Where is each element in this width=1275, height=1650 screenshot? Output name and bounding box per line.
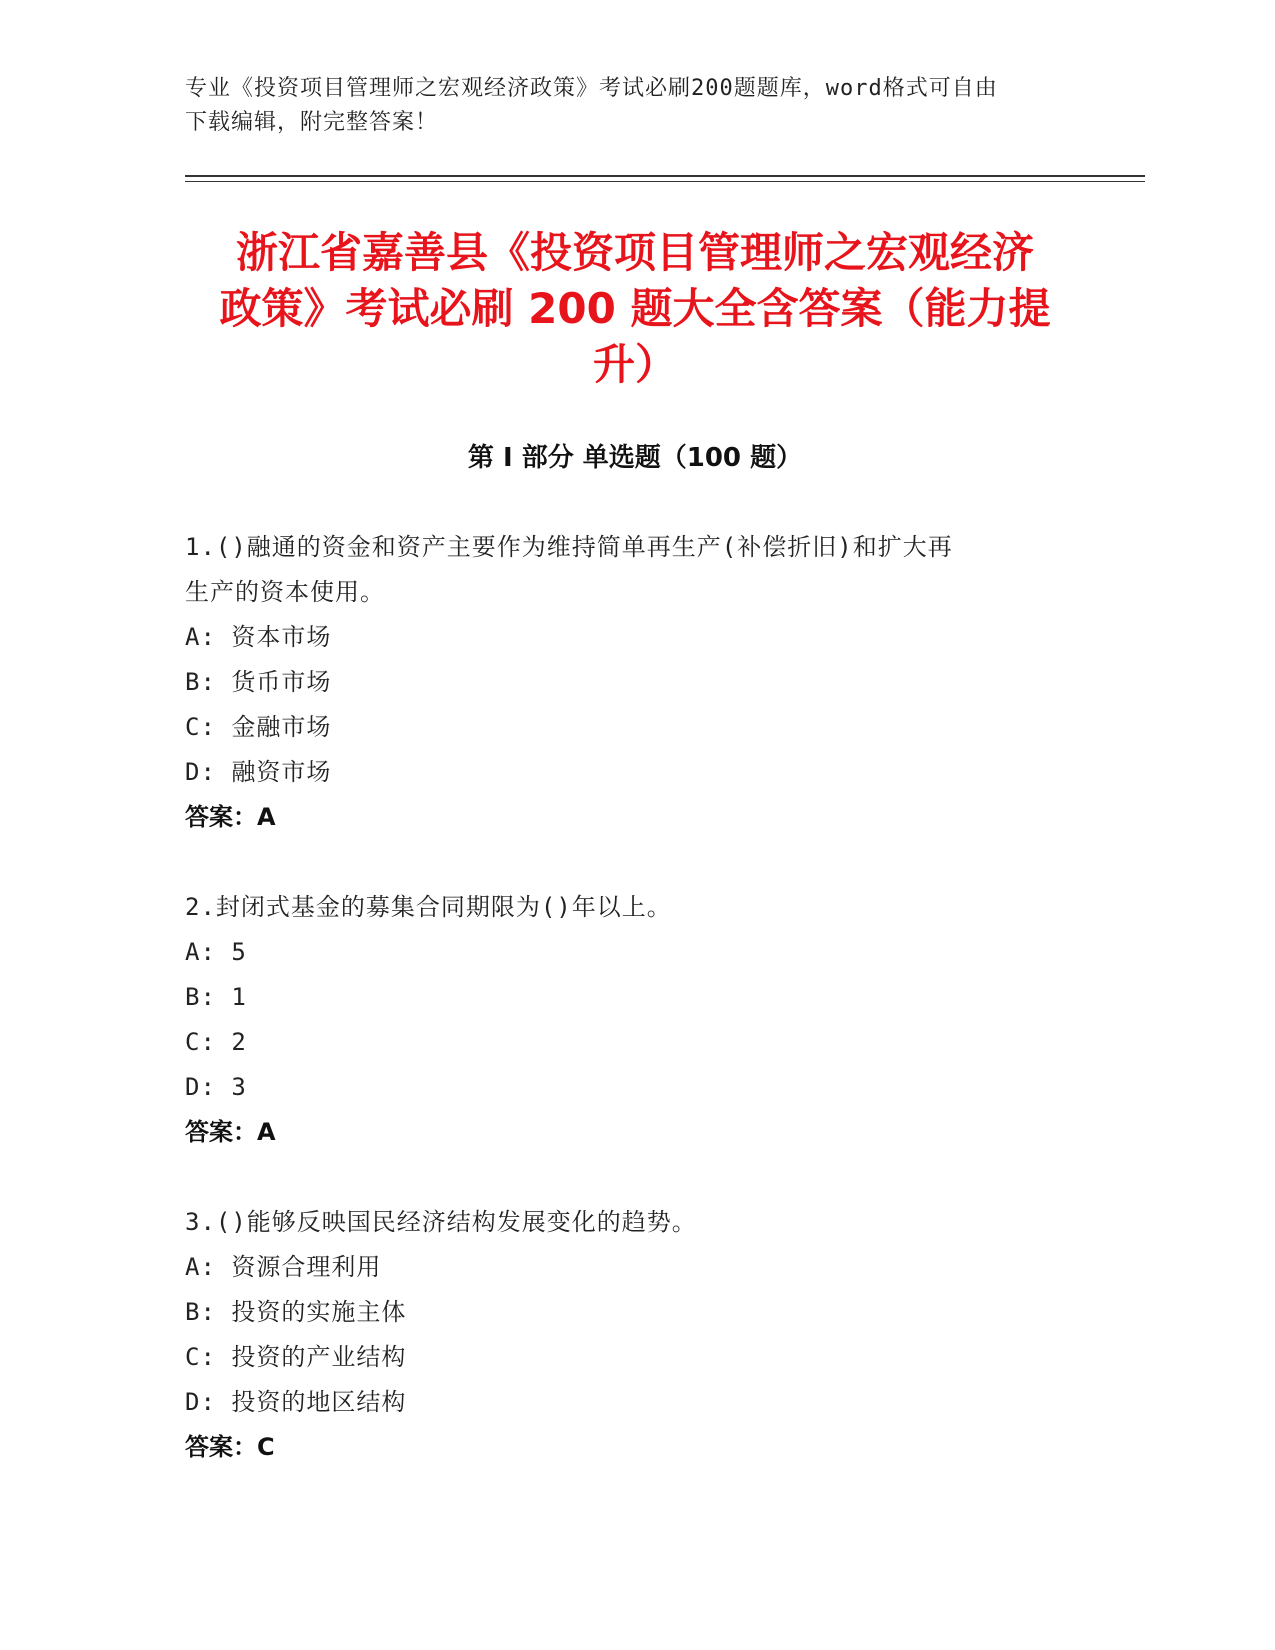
question-stem: 3.()能够反映国民经济结构发展变化的趋势。 [185,1208,697,1236]
header-note-line2: 下载编辑，附完整答案！ [185,110,439,135]
option-d: D: 融资市场 [185,758,332,786]
header-divider-thick [185,175,1145,177]
document-title [185,225,1085,393]
title-line3: 升） [592,340,677,389]
header-divider-thin [185,181,1145,182]
answer: 答案：A [185,803,276,831]
option-b: B: 货币市场 [185,668,332,696]
option-c: C: 2 [185,1028,247,1056]
option-c: C: 投资的产业结构 [185,1343,407,1371]
option-d: D: 投资的地区结构 [185,1388,407,1416]
answer: 答案：C [185,1433,275,1461]
option-b: B: 1 [185,983,247,1011]
option-d: D: 3 [185,1073,247,1101]
option-a: A: 资本市场 [185,623,332,651]
option-c: C: 金融市场 [185,713,332,741]
question-stem: 1.()融通的资金和资产主要作为维持简单再生产(补偿折旧)和扩大再 [185,533,953,561]
question-3 [185,1200,1085,1470]
option-b: B: 投资的实施主体 [185,1298,407,1326]
option-a: A: 资源合理利用 [185,1253,382,1281]
answer: 答案：A [185,1118,276,1146]
question-1 [185,525,1085,840]
question-2 [185,885,1085,1155]
header-note [185,72,1085,140]
section-heading: 第 I 部分 单选题（100 题） [467,443,803,473]
title-line1: 浙江省嘉善县《投资项目管理师之宏观经济 [235,228,1034,277]
header-note-line1: 专业《投资项目管理师之宏观经济政策》考试必刷200题题库，word格式可自由 [185,76,998,101]
title-line2: 政策》考试必刷 200 题大全含答案（能力提 [219,284,1051,333]
option-a: A: 5 [185,938,247,966]
question-stem: 2.封闭式基金的募集合同期限为()年以上。 [185,893,672,921]
question-stem-continued: 生产的资本使用。 [185,578,385,606]
